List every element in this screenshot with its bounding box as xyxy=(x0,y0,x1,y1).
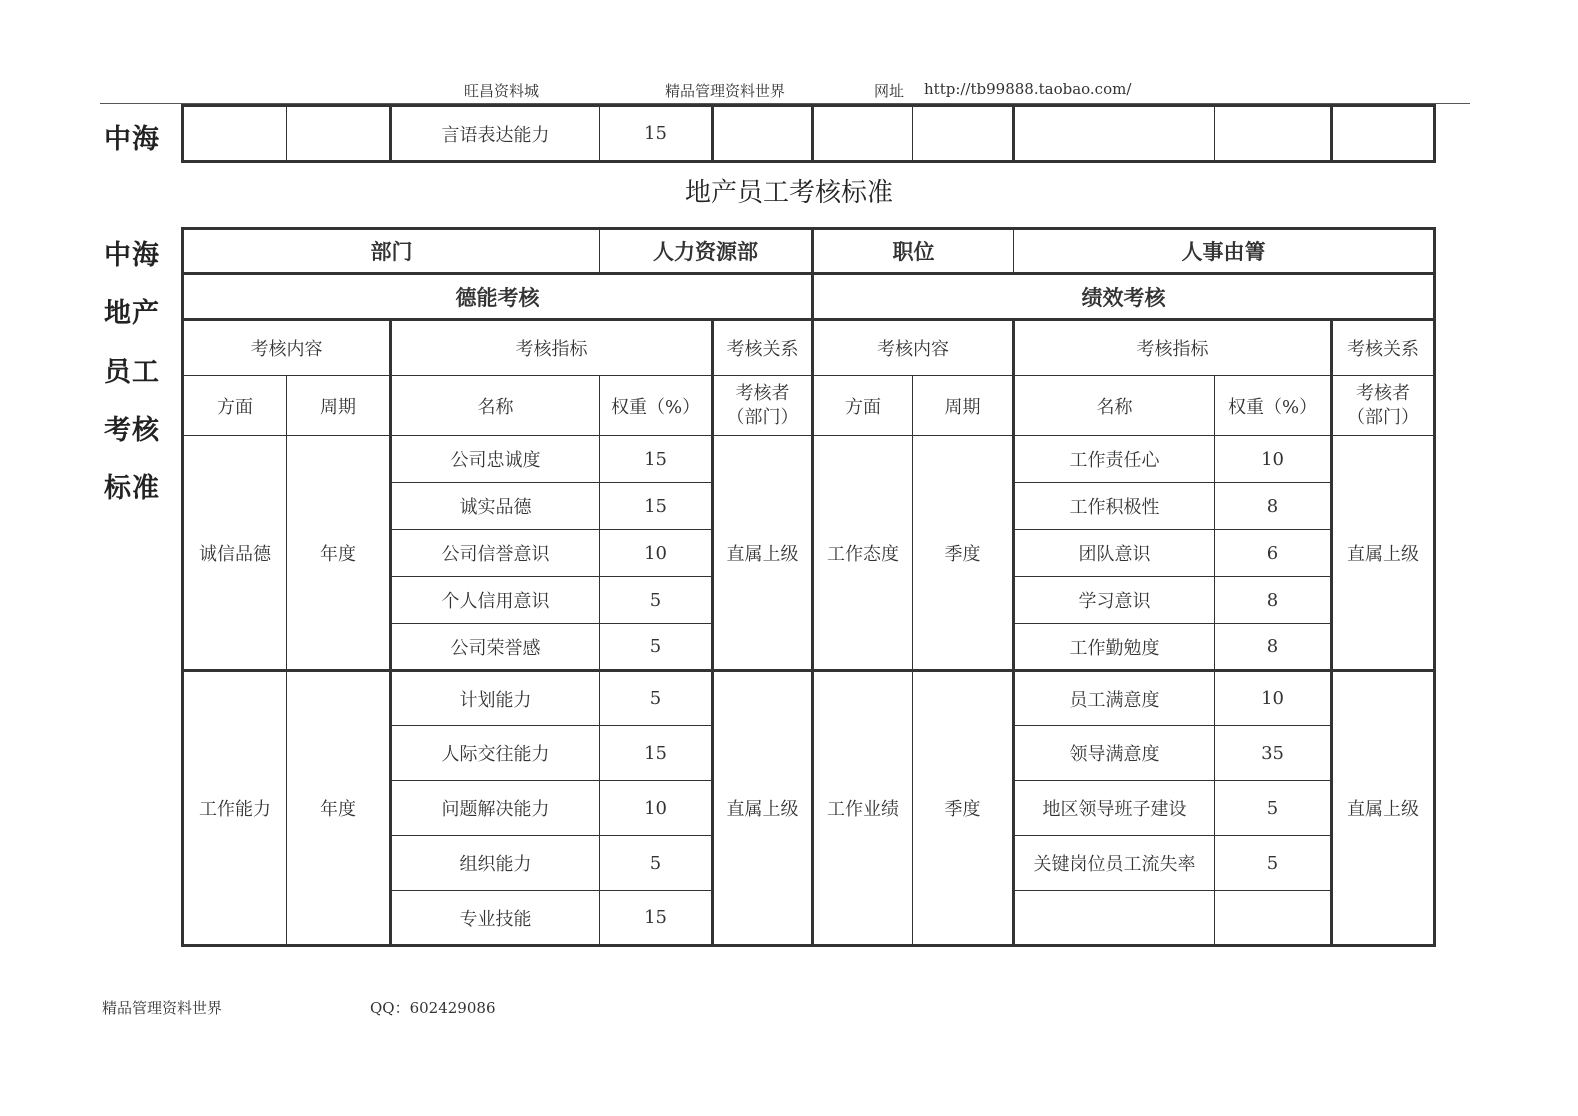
head-content: 考核内容 xyxy=(183,320,391,376)
right-period: 季度 xyxy=(913,436,1014,671)
head-assessor: 考核者 （部门） xyxy=(713,376,813,436)
right-indicator-name: 团队意识 xyxy=(1014,530,1215,577)
right-indicator-weight: 6 xyxy=(1215,530,1332,577)
right-indicator-name: 工作勤勉度 xyxy=(1014,624,1215,671)
cell-empty xyxy=(813,106,913,162)
left-indicator-weight: 5 xyxy=(600,577,713,624)
right-relation: 直属上级 xyxy=(1332,436,1435,671)
right-indicator-name xyxy=(1014,891,1215,946)
head-relation: 考核关系 xyxy=(713,320,813,376)
assessment-table xyxy=(181,227,1436,947)
dept-value: 人力资源部 xyxy=(600,229,813,274)
position-value: 人事由箐 xyxy=(1014,229,1435,274)
left-indicator-name: 计划能力 xyxy=(391,671,600,726)
cell-empty xyxy=(287,106,391,162)
right-period: 季度 xyxy=(913,671,1014,946)
left-indicator-name: 个人信用意识 xyxy=(391,577,600,624)
right-indicator-weight: 5 xyxy=(1215,836,1332,891)
continued-table-fragment xyxy=(181,104,1436,163)
right-indicator-name: 领导满意度 xyxy=(1014,726,1215,781)
cell-empty xyxy=(713,106,813,162)
cell-empty xyxy=(1332,106,1435,162)
right-aspect: 工作态度 xyxy=(813,436,913,671)
left-period: 年度 xyxy=(287,671,391,946)
side-label-top: 中海 xyxy=(104,124,160,155)
left-indicator-name: 组织能力 xyxy=(391,836,600,891)
right-indicator-weight: 35 xyxy=(1215,726,1332,781)
footer-left: 精品管理资料世界 xyxy=(102,999,223,1017)
side-label-line: 考核 xyxy=(104,415,160,446)
right-indicator-name: 学习意识 xyxy=(1014,577,1215,624)
left-indicator-name: 专业技能 xyxy=(391,891,600,946)
footer-qq: QQ：602429086 xyxy=(370,999,496,1017)
indicator-name: 言语表达能力 xyxy=(391,106,600,162)
right-relation: 直属上级 xyxy=(1332,671,1435,946)
head-name: 名称 xyxy=(1014,376,1215,436)
left-indicator-weight: 10 xyxy=(600,781,713,836)
head-weight: 权重（%） xyxy=(600,376,713,436)
left-indicator-name: 公司信誉意识 xyxy=(391,530,600,577)
left-aspect: 工作能力 xyxy=(183,671,287,946)
right-indicator-weight xyxy=(1215,891,1332,946)
head-weight: 权重（%） xyxy=(1215,376,1332,436)
header-url-label: 网址 xyxy=(874,82,905,100)
right-aspect: 工作业绩 xyxy=(813,671,913,946)
left-indicator-weight: 5 xyxy=(600,624,713,671)
side-label-line: 中海 xyxy=(104,240,160,271)
header-url: http://tb99888.taobao.com/ xyxy=(924,80,1132,98)
header-site1: 旺昌资料城 xyxy=(464,82,540,100)
page-title: 地产员工考核标准 xyxy=(684,178,893,208)
right-indicator-name: 工作积极性 xyxy=(1014,483,1215,530)
head-aspect: 方面 xyxy=(183,376,287,436)
left-indicator-name: 问题解决能力 xyxy=(391,781,600,836)
header-site2: 精品管理资料世界 xyxy=(665,82,786,100)
section-right: 绩效考核 xyxy=(813,274,1435,320)
head-indicator: 考核指标 xyxy=(1014,320,1332,376)
section-left: 德能考核 xyxy=(183,274,813,320)
left-indicator-weight: 15 xyxy=(600,726,713,781)
left-indicator-name: 诚实品德 xyxy=(391,483,600,530)
head-relation: 考核关系 xyxy=(1332,320,1435,376)
right-indicator-weight: 5 xyxy=(1215,781,1332,836)
left-indicator-weight: 5 xyxy=(600,836,713,891)
right-indicator-weight: 8 xyxy=(1215,577,1332,624)
cell-empty xyxy=(183,106,287,162)
head-period: 周期 xyxy=(287,376,391,436)
side-label-line: 员工 xyxy=(104,357,160,388)
right-indicator-weight: 8 xyxy=(1215,483,1332,530)
right-indicator-name: 员工满意度 xyxy=(1014,671,1215,726)
right-indicator-weight: 8 xyxy=(1215,624,1332,671)
dept-label: 部门 xyxy=(183,229,600,274)
right-indicator-weight: 10 xyxy=(1215,671,1332,726)
head-aspect: 方面 xyxy=(813,376,913,436)
left-indicator-weight: 5 xyxy=(600,671,713,726)
cell-empty xyxy=(1215,106,1332,162)
cell-empty xyxy=(913,106,1014,162)
head-content: 考核内容 xyxy=(813,320,1014,376)
position-label: 职位 xyxy=(813,229,1014,274)
left-relation: 直属上级 xyxy=(713,436,813,671)
cell-empty xyxy=(1014,106,1215,162)
left-indicator-weight: 15 xyxy=(600,891,713,946)
head-name: 名称 xyxy=(391,376,600,436)
left-period: 年度 xyxy=(287,436,391,671)
side-label-line: 标准 xyxy=(104,473,160,504)
side-label-line: 地产 xyxy=(104,298,160,329)
left-aspect: 诚信品德 xyxy=(183,436,287,671)
left-relation: 直属上级 xyxy=(713,671,813,946)
right-indicator-name: 工作责任心 xyxy=(1014,436,1215,483)
head-indicator: 考核指标 xyxy=(391,320,713,376)
right-indicator-name: 关键岗位员工流失率 xyxy=(1014,836,1215,891)
head-assessor: 考核者 （部门） xyxy=(1332,376,1435,436)
head-period: 周期 xyxy=(913,376,1014,436)
left-indicator-weight: 10 xyxy=(600,530,713,577)
right-indicator-weight: 10 xyxy=(1215,436,1332,483)
left-indicator-weight: 15 xyxy=(600,436,713,483)
right-indicator-name: 地区领导班子建设 xyxy=(1014,781,1215,836)
left-indicator-name: 人际交往能力 xyxy=(391,726,600,781)
left-indicator-name: 公司忠诚度 xyxy=(391,436,600,483)
indicator-weight: 15 xyxy=(600,106,713,162)
left-indicator-weight: 15 xyxy=(600,483,713,530)
left-indicator-name: 公司荣誉感 xyxy=(391,624,600,671)
